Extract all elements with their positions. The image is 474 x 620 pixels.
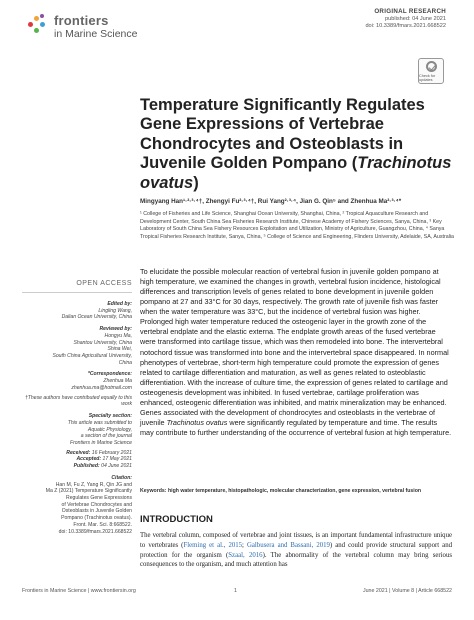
citation-label: Citation: (111, 474, 132, 481)
abstract-species: Trachinotus ovatus (166, 417, 228, 427)
intro-text: ) and could provide structural support and protection for the organism ( (140, 541, 452, 559)
correspondence-label: *Correspondence: (87, 371, 132, 378)
citation-line: Pompano (Trachinotus ovatus). (61, 515, 132, 522)
published-date: published: 04 June 2021 (385, 15, 446, 22)
reviewer-line: Shantou University, China (73, 339, 132, 346)
citation-line: of Vertebrae Chondrocytes and (61, 501, 132, 508)
checkmark-icon (426, 61, 437, 72)
edited-by-label: Edited by: (107, 301, 132, 307)
editor-name: Lingling Wang, (98, 307, 132, 314)
journal-name: in Marine Science (54, 28, 138, 40)
open-access-label: OPEN ACCESS (76, 280, 132, 287)
doi-link[interactable]: doi: 10.3389/fmars.2021.668522 (365, 22, 446, 29)
title-close-paren: ) (193, 173, 199, 192)
title-open-paren: ( (351, 154, 358, 173)
abstract-text-end: were significantly regulated by temperature and time. The results may contribute to further understanding of the occurrence of vertebral fusion at high temperature. (140, 417, 452, 437)
specialty-line: Frontiers in Marine Science (70, 439, 132, 446)
title-main: Temperature Significantly Regulates Gene Expressions of Vertebrae Chondrocytes and Osteoblasts in Juvenile Golden Pompano (140, 96, 425, 173)
keywords: Keywords: high water temperature, histopathologic, molecular characterization, gene expression, vertebral fusion (140, 488, 422, 494)
intro-text: ; (242, 541, 247, 549)
correspondence-email[interactable]: zhenhua.ma@hotmail.com (71, 384, 132, 391)
citation-line: Front. Mar. Sci. 8:668522. (73, 521, 132, 528)
specialty-label: Specialty section: (88, 413, 132, 420)
brand-name: frontiers (54, 13, 109, 28)
affiliations: ¹ College of Fisheries and Life Science, Shanghai Ocean University, Shanghai, China, ² Tropical Aquaculture Research and Development Center, South China Sea Fisheries Research Institute, Chinese Academy of Fishery Sciences, Sanya, China, ³ Key Laboratory of South China Sea Fishery Resources Exploitation and Utilization, Ministry of Agriculture, Guangzhou, China, ⁴ Sanya Tropical Fisheries Research Institute, Sanya, China, ⁵ College of Science and Engineering, Flinders University, Adelaide, SA, Australia (140, 211, 454, 240)
author-list[interactable]: Mingyang Han¹·²·³·⁴†, Zhengyi Fu²·³·⁴†, Rui Yang²·³·⁴, Jian G. Qin⁵ and Zhenhua Ma²·³·⁴* (140, 198, 402, 205)
title-species: Trachinotus ovatus (140, 154, 452, 192)
accepted-label: Accepted: (76, 456, 102, 463)
accepted-date: 17 May 2021 (102, 456, 132, 463)
citation-line: Regulates Gene Expressions (66, 494, 132, 501)
reference-link[interactable]: Galbusera and Bassani, 2019 (246, 541, 330, 549)
intro-text: The vertebral column, composed of vertebrae and joint tissues, is an important fundamental infrastructure unique to vertebrates ( (140, 532, 452, 549)
received-date: 16 February 2021 (91, 449, 132, 456)
reviewer-line: Hongyu Ma, (104, 332, 132, 339)
abstract-text: To elucidate the possible molecular reaction of vertebral fusion in juvenile golden pompano at high temperature, we examined the changes in growth, vertebral fusion incidence, histological differences and transcription levels of genes related to bone development in juvenile golden pompano at 27 and 33°C for 30 days, respectively. The growth rate of juvenile fish was faster when the water temperature was 33°C, but the incidence of vertebral fusion was higher. Prolonged high water temperature reduced the osteogenic layer in the growth zone of the vertebral endplate and the elastic externa. The endplate growth areas of the fused vertebrae were transformed into cartilage tissue, which was then remodeled into bone. The intervertebral notochord tissue was transformed into bone and the intervertebral space disappeared. In normal phenotypes of vertebrae, short-term high temperature could promote the expression of genes related to cartilage differentiation and maturation, as well as genes related to osteoblastic differentiation. With the increase of culture time, the expression of genes related to cartilage and osteogenesis development was inhibited. In fused vertebrae, cartilage proliferation was enhanced, osteogenic differentiation was inhibited, and matrix mineralization may be enhanced. Genes associated with the development of chondrocytes and osteoblasts in the vertebrae of juvenile (140, 267, 449, 427)
editor-affiliation: Dalian Ocean University, China (61, 314, 132, 321)
reviewer-line: China (118, 359, 132, 366)
specialty-line: a section of the journal (80, 433, 132, 440)
published-date-sidebar: 04 June 2021 (101, 463, 132, 470)
published-label: Published: (73, 463, 100, 470)
section-heading-introduction: INTRODUCTION (140, 514, 213, 525)
footer-volume-info: June 2021 | Volume 8 | Article 668522 (362, 588, 452, 594)
reviewed-by-label: Reviewed by: (99, 326, 132, 333)
reference-link[interactable]: Szaal, 2016 (228, 551, 263, 559)
citation-line: Ma Z (2021) Temperature Significantly (45, 488, 132, 495)
reference-link[interactable]: Fleming et al., 2015 (183, 541, 243, 549)
article-type: ORIGINAL RESEARCH (374, 8, 446, 15)
reviewer-line: Shina Wei, (107, 346, 132, 353)
page-footer (22, 588, 452, 600)
correspondence-name: Zhenhua Ma (103, 378, 132, 385)
reviewer-line: South China Agricultural University, (52, 353, 132, 360)
article-sidebar (22, 296, 132, 538)
specialty-line: Aquatic Physiology, (87, 426, 132, 433)
citation-doi[interactable]: doi: 10.3389/fmars.2021.668522 (58, 528, 132, 535)
check-for-updates-label: Check for updates (419, 73, 436, 82)
intro-text: ). The abnormality of the vertebral column may bring serious consequences to the organism, and much attention has (140, 551, 452, 569)
page-number: 1 (234, 588, 237, 594)
citation-line: Han M, Fu Z, Yang R, Qin JG and (55, 481, 132, 488)
equal-contribution-note: †These authors have contributed equally to this work (24, 394, 132, 408)
abstract (140, 267, 452, 438)
citation-line: Osteoblasts in Juvenile Golden (61, 508, 132, 515)
footer-journal-link[interactable]: Frontiers in Marine Science | www.frontiersin.org (22, 588, 136, 594)
introduction-text (140, 531, 452, 570)
journal-logo[interactable] (28, 14, 137, 40)
specialty-line: This article was submitted to (67, 419, 132, 426)
divider (22, 292, 132, 293)
article-title (140, 96, 452, 193)
frontiers-logo-icon (28, 14, 50, 36)
received-label: Received: (66, 449, 91, 456)
check-for-updates-badge[interactable] (418, 58, 444, 84)
article-meta (365, 8, 446, 30)
